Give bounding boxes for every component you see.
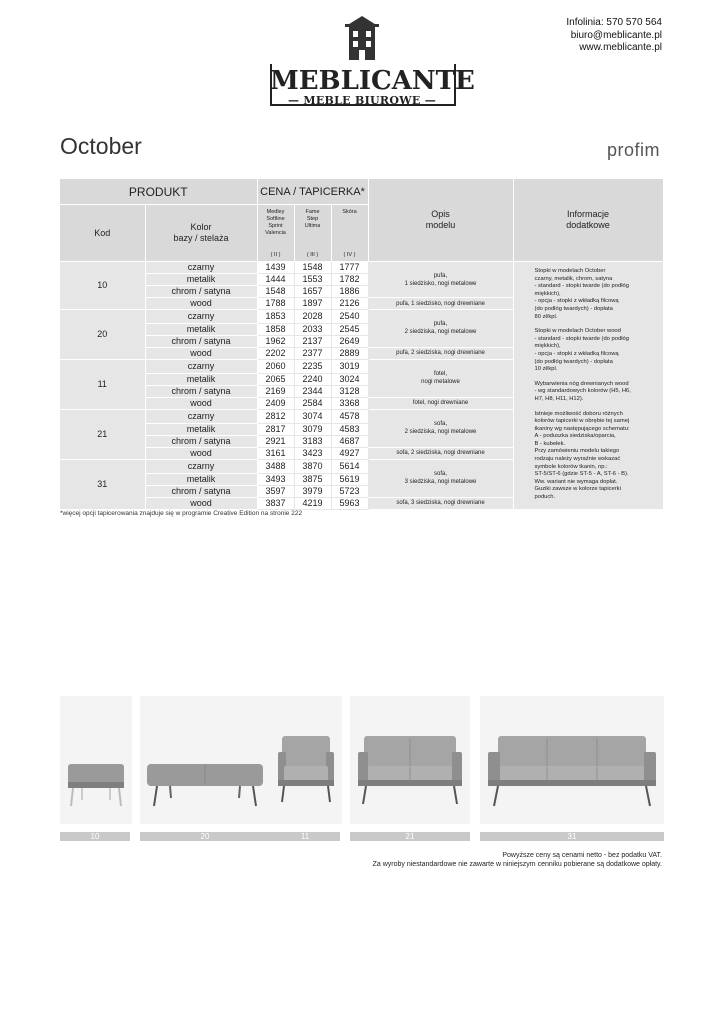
price-cell: 3493 (257, 473, 294, 485)
price-cell: 5723 (331, 485, 368, 497)
price-cell: 1858 (257, 323, 294, 335)
price-cell: 3875 (294, 473, 331, 485)
header-group-line: Ultima (304, 223, 321, 229)
kolor-cell: wood (145, 497, 257, 509)
kolor-cell: wood (145, 347, 257, 359)
price-cell: 3128 (331, 385, 368, 397)
price-cell: 4583 (331, 423, 368, 435)
kolor-cell: wood (145, 298, 257, 310)
kolor-cell: chrom / satyna (145, 435, 257, 447)
header-group-line: Valencia (265, 230, 286, 236)
photo-labels (60, 832, 664, 841)
kod-cell: 10 (60, 262, 145, 310)
kolor-cell: chrom / satyna (145, 485, 257, 497)
vat-note-line-2: Za wyroby niestandardowe nie zawarte w niniejszym cenniku pobierane są dodatkowe opłaty. (372, 860, 662, 868)
kod-cell: 21 (60, 409, 145, 459)
info-paragraph: Stopki w modelach October wood - standard - stopki twarde (do podłóg miękkich), - opcja - stopki z wkładką filcową (do podłóg twardych) - dopłata 10 zł/kpl. (534, 328, 629, 373)
price-cell: 2126 (331, 298, 368, 310)
price-cell: 2409 (257, 397, 294, 409)
kolor-cell: metalik (145, 423, 257, 435)
price-cell: 3488 (257, 459, 294, 473)
price-cell: 4219 (294, 497, 331, 509)
photo-sofa-3 (480, 696, 664, 824)
kolor-cell: chrom / satyna (145, 286, 257, 298)
price-cell: 5619 (331, 473, 368, 485)
opis-wood-cell: pufa, 1 siedzisko, nogi drewniane (368, 298, 513, 310)
kolor-cell: metalik (145, 323, 257, 335)
header-kolor: Kolor bazy / stelaża (145, 205, 257, 262)
kolor-cell: czarny (145, 459, 257, 473)
armchair-image (270, 696, 342, 824)
pufa-1-image (60, 696, 132, 824)
building-icon (344, 16, 380, 66)
logo-tagline: — MEBLE BIUROWE — (287, 94, 437, 107)
kolor-cell: metalik (145, 274, 257, 286)
price-cell: 2921 (257, 435, 294, 447)
contact-email[interactable]: biuro@meblicante.pl (570, 29, 662, 41)
price-cell: 2169 (257, 385, 294, 397)
price-cell: 2377 (294, 347, 331, 359)
price-cell: 2584 (294, 397, 331, 409)
page-title: October (60, 133, 142, 159)
price-cell: 3368 (331, 397, 368, 409)
opis-cell: sofa, 3 siedziska, nogi metalowe (368, 459, 513, 497)
price-cell: 1788 (257, 298, 294, 310)
price-cell: 2540 (331, 310, 368, 324)
header-group-line: Step (306, 216, 319, 222)
opis-wood-cell: fotel, nogi drewniane (368, 397, 513, 409)
sofa-3-image (480, 696, 664, 824)
price-cell: 4687 (331, 435, 368, 447)
table-row (60, 262, 663, 274)
opis-cell: fotel, nogi metalowe (368, 359, 513, 397)
price-cell: 2235 (294, 359, 331, 373)
price-cell: 4927 (331, 447, 368, 459)
price-cell: 1782 (331, 274, 368, 286)
contact-phone: Infolinia: 570 570 564 (566, 17, 662, 28)
sofa-2-image (350, 696, 470, 824)
photo-armchair (270, 696, 342, 824)
brand-logo: profim (607, 140, 661, 160)
price-cell: 3423 (294, 447, 331, 459)
header-group-line: Fame (305, 209, 320, 215)
info-paragraph: Istnieje możliwość doboru różnych kolorów tapicerki w obrębie tej samej tkaniny wg następującego schematu: A - poduszka siedziska/oparcia, B - kubełek. Przy zamówieniu modelu takiego rodzaju należy wyraźnie wskazać symbole kolorów tkanin, np.: ST-5/ST-6 (gdzie ST-5 - A, ST-6 - B). Ww. wariant nie wymaga dopłat. Guziki zawsze w kolorze tapicerki poduch. (534, 410, 630, 501)
price-cell: 2240 (294, 373, 331, 385)
price-cell: 1962 (257, 335, 294, 347)
price-cell: 1548 (257, 286, 294, 298)
opis-cell: pufa, 1 siedzisko, nogi metalowe (368, 262, 513, 298)
price-cell: 5614 (331, 459, 368, 473)
price-cell: 3079 (294, 423, 331, 435)
price-cell: 3161 (257, 447, 294, 459)
price-cell: 2060 (257, 359, 294, 373)
header-produkt: PRODUKT (60, 179, 257, 205)
opis-cell: pufa, 2 siedziska, nogi metalowe (368, 310, 513, 348)
price-cell: 1853 (257, 310, 294, 324)
photo-label-10: 10 (60, 832, 130, 841)
photo-label-21: 21 (350, 832, 470, 841)
contact-website[interactable]: www.meblicante.pl (579, 42, 662, 53)
price-cell: 2545 (331, 323, 368, 335)
header-group-line: Skóra (342, 209, 357, 215)
photo-pufa-2 (140, 696, 270, 824)
price-cell: 2344 (294, 385, 331, 397)
vat-note-line-1: Powyższe ceny są cenami netto - bez podatku VAT. (502, 852, 662, 859)
kolor-cell: czarny (145, 310, 257, 324)
header-group-line: Medley (266, 209, 285, 215)
header-group-iv: Skóra ( IV ) (331, 205, 368, 262)
price-cell: 3597 (257, 485, 294, 497)
logo-name: MEBLICANTE (270, 66, 475, 96)
header-group-iii: Fame Step Ultima ( III ) (294, 205, 331, 262)
price-cell: 3024 (331, 373, 368, 385)
opis-wood-cell: pufa, 2 siedziska, nogi drewniane (368, 347, 513, 359)
product-photos (60, 696, 664, 824)
price-cell: 2033 (294, 323, 331, 335)
opis-wood-cell: sofa, 3 siedziska, nogi drewniane (368, 497, 513, 509)
price-cell: 1886 (331, 286, 368, 298)
photo-pufa-1 (60, 696, 132, 824)
kolor-cell: wood (145, 447, 257, 459)
photo-sofa-2 (350, 696, 470, 824)
kolor-cell: metalik (145, 473, 257, 485)
kod-cell: 31 (60, 459, 145, 509)
price-cell: 2889 (331, 347, 368, 359)
price-cell: 1897 (294, 298, 331, 310)
photo-label-20: 20 (140, 832, 270, 841)
kolor-cell: czarny (145, 409, 257, 423)
price-cell: 3019 (331, 359, 368, 373)
kod-cell: 20 (60, 310, 145, 360)
info-cell (513, 262, 663, 510)
price-cell: 3183 (294, 435, 331, 447)
price-cell: 2137 (294, 335, 331, 347)
price-cell: 5963 (331, 497, 368, 509)
kolor-cell: czarny (145, 359, 257, 373)
kolor-cell: wood (145, 397, 257, 409)
footnote: *więcej opcji tapicerowania znajduje się w programie Creative Edition na stronie 222 (60, 510, 303, 517)
price-cell: 2028 (294, 310, 331, 324)
info-paragraph: Stopki w modelach October czarny, metalik, chrom, satyna - standard - stopki twarde (do podłóg miękkich), - opcja - stopki z wkładką filcową (do podłóg twardych) - dopłata 80 zł/kpl. (534, 268, 629, 320)
price-cell: 1777 (331, 262, 368, 274)
header-group-ii: Medley Softline Sprint Valencia ( II ) (257, 205, 294, 262)
price-cell: 1439 (257, 262, 294, 274)
opis-wood-cell: sofa, 2 siedziska, nogi drewniane (368, 447, 513, 459)
header-group-line: Sprint (268, 223, 283, 229)
info-paragraph: Wybarwienia nóg drewnianych wood - wg standardowych kolorów (H5, H6, H7, H8, H11, H12). (534, 380, 631, 402)
price-cell: 1553 (294, 274, 331, 286)
opis-cell: sofa, 2 siedziska, nogi metalowe (368, 409, 513, 447)
photo-label-31: 31 (480, 832, 664, 841)
price-cell: 1657 (294, 286, 331, 298)
kolor-cell: chrom / satyna (145, 335, 257, 347)
header-cena: CENA / TAPICERKA* (257, 179, 368, 205)
price-cell: 3870 (294, 459, 331, 473)
price-table (60, 179, 664, 510)
kod-cell: 11 (60, 359, 145, 409)
price-cell: 2817 (257, 423, 294, 435)
price-cell: 3837 (257, 497, 294, 509)
vat-note (373, 852, 662, 869)
price-cell: 1548 (294, 262, 331, 274)
price-cell: 2812 (257, 409, 294, 423)
contact-info (566, 17, 662, 55)
photo-label-11: 11 (270, 832, 340, 841)
pufa-2-image (140, 696, 270, 824)
kolor-cell: czarny (145, 262, 257, 274)
price-cell: 1444 (257, 274, 294, 286)
price-cell: 2649 (331, 335, 368, 347)
price-cell: 4578 (331, 409, 368, 423)
price-cell: 2202 (257, 347, 294, 359)
price-cell: 3979 (294, 485, 331, 497)
price-rows (60, 262, 663, 510)
header-info: Informacje dodatkowe (513, 179, 663, 262)
header-opis: Opis modelu (368, 179, 513, 262)
price-cell: 2065 (257, 373, 294, 385)
meblicante-logo (270, 16, 475, 108)
header-kod: Kod (60, 205, 145, 262)
kolor-cell: metalik (145, 373, 257, 385)
header-group-line: Softline (266, 216, 285, 222)
kolor-cell: chrom / satyna (145, 385, 257, 397)
price-cell: 3074 (294, 409, 331, 423)
